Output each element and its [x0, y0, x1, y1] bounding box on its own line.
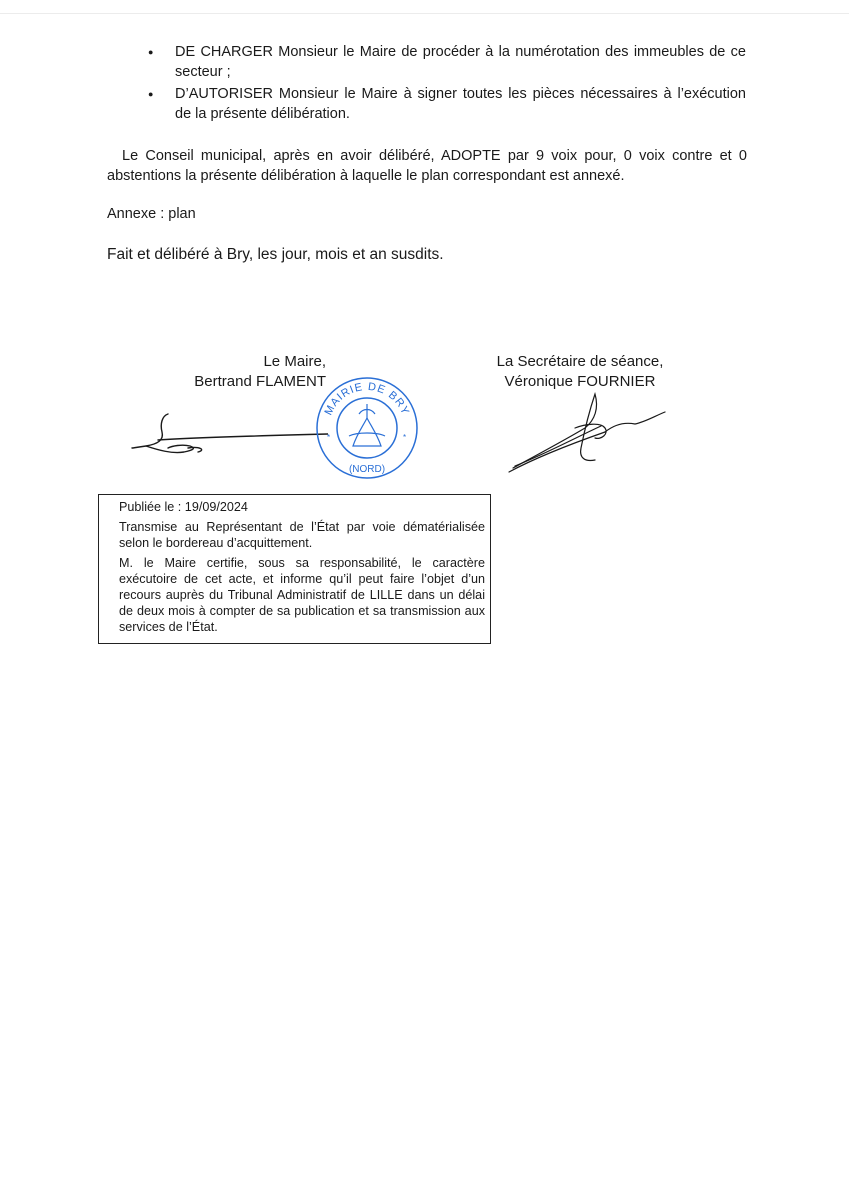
publication-box	[98, 494, 491, 644]
decision-bullet-list	[140, 42, 746, 126]
secretaire-title: La Secrétaire de séance,	[496, 353, 664, 370]
publication-date: Publiée le : 19/09/2024	[119, 500, 248, 514]
publication-certifie: M. le Maire certifie, sous sa responsabilité, le caractère exécutoire de cet acte, et informe qu’il peut faire l’objet d’un recours auprès du Tribunal Administratif de LILLE dans un délai de deux mois à compter de sa publication et sa transmission aux services de l’État.	[119, 556, 485, 634]
maire-name: Bertrand FLAMENT	[194, 373, 326, 390]
maire-title: Le Maire,	[263, 353, 326, 370]
page-top-rule	[0, 13, 849, 14]
secretaire-name: Véronique FOURNIER	[504, 373, 656, 390]
stamp-top-text: MAIRIE DE BRY	[322, 380, 412, 418]
bullet-item-autoriser: ● D’AUTORISER Monsieur le Maire à signer toutes les pièces nécessaires à l’exécution de la présente délibération.	[140, 84, 746, 124]
bullet-item-charger: ● DE CHARGER Monsieur le Maire de procéder à la numérotation des immeubles de ce secteur ;	[140, 42, 746, 82]
mairie-stamp	[313, 374, 421, 482]
maire-handwritten-signature	[128, 404, 331, 464]
fait-line: Fait et délibéré à Bry, les jour, mois et an susdits.	[107, 246, 444, 263]
decision-paragraph: Le Conseil municipal, après en avoir délibéré, ADOPTE par 9 voix pour, 0 voix contre et 0 abstentions la présente délibération à laquelle le plan correspondant est annexé.	[107, 148, 747, 184]
secretaire-handwritten-signature	[505, 388, 675, 478]
stamp-bottom-text: (NORD)	[348, 464, 386, 475]
secretaire-signature-block	[495, 352, 665, 392]
publication-transmise: Transmise au Représentant de l’État par voie dématérialisée selon le bordereau d’acquittement.	[119, 520, 485, 550]
maire-signature-block	[180, 352, 326, 392]
svg-text:*: *	[327, 433, 331, 442]
svg-text:*: *	[403, 433, 407, 442]
annexe-line: Annexe : plan	[107, 206, 196, 222]
